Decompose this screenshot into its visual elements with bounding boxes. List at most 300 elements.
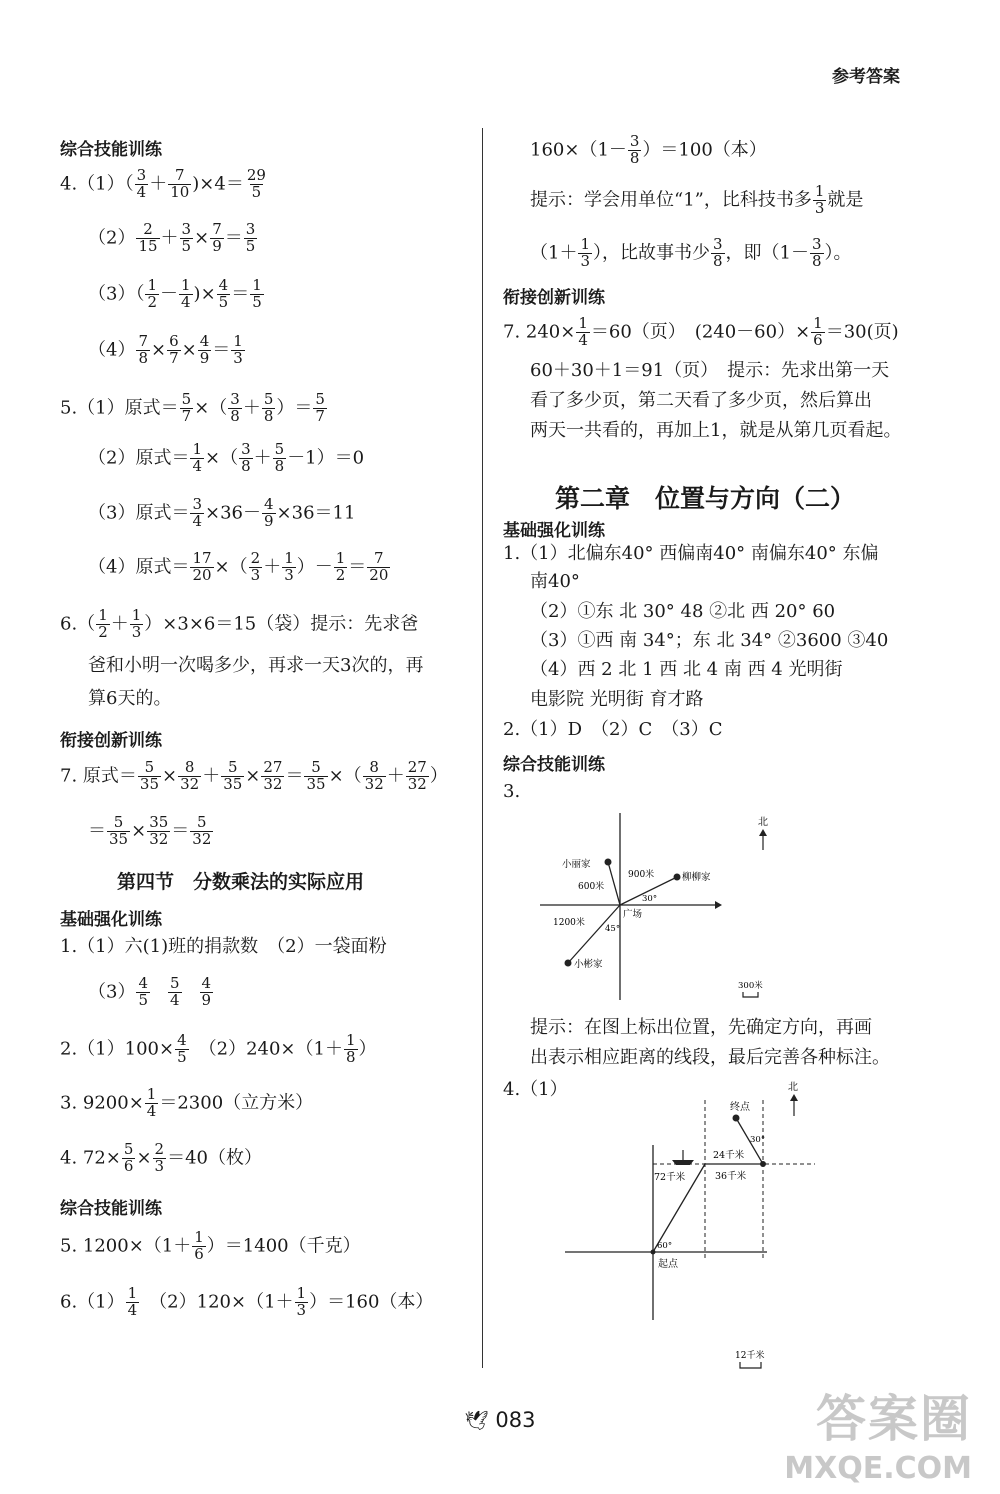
denominator: 8 [138,348,148,367]
section-heading [60,726,162,751]
answer-5-4 [88,551,391,584]
answer-5-2 [88,442,364,475]
section-heading [503,750,605,775]
text-segment: ×（ [328,765,362,787]
fraction [304,760,327,793]
denominator: 5 [245,236,256,255]
numerator: 4 [201,974,212,992]
fraction [367,551,390,584]
fraction [126,1286,140,1319]
numerator: 1 [580,235,590,253]
hint-c3-l1 [530,1019,872,1037]
numerator: 2 [143,220,153,238]
text-segment: 1.（1）六(1)班的捐款数 （2）一袋面粉 [60,936,387,957]
north-label: 北 [758,817,768,828]
text-segment: ＋ [160,227,179,249]
numerator: 8 [184,758,195,776]
numerator: 5 [311,758,321,776]
denominator: 10 [170,182,190,201]
text-segment: ）＝1400（千克） [206,1235,361,1257]
fraction [244,222,258,255]
answer-c1-l3 [530,603,835,621]
numerator: 3 [713,235,723,253]
denominator: 5 [252,292,262,311]
text-segment: 60＋30＋1＝91（页） 提示：先求出第一天 [530,360,890,381]
watermark-brand: 答案圈 [816,1390,972,1448]
numerator: 1 [345,1031,356,1049]
numerator: 8 [369,758,379,776]
numerator: 5 [315,390,325,408]
denominator: 32 [149,829,169,848]
fraction [190,442,204,475]
denominator: 6 [123,1156,134,1175]
text-segment: 两天一共看的，再加上1，就是从第几页看起。 [530,420,902,441]
column-divider [482,128,483,1368]
numerator: 4 [264,495,274,513]
denominator: 3 [580,251,590,270]
text-segment: ） [429,765,448,787]
text-segment: ×（ [214,556,248,578]
fraction [262,392,276,425]
fraction [313,392,327,425]
denominator: 4 [127,1300,138,1319]
label-liuliu: 柳柳家 [682,872,711,883]
numerator: 1 [192,440,202,458]
text-segment: ）－ [296,556,333,578]
text-segment: 基础强化训练 [60,910,162,930]
denominator: 3 [131,622,142,641]
denominator: 35 [109,829,129,848]
north-label: 北 [788,1082,798,1093]
fraction [217,278,231,311]
denominator: 9 [201,990,212,1009]
fraction [198,334,212,367]
text-segment: （2）120×（1＋ [140,1291,294,1313]
numerator: 7 [374,549,384,567]
label-square: 广场 [623,909,643,920]
text-segment: ＝ [285,765,304,787]
fraction [249,551,263,584]
fraction [107,815,130,848]
answer-b1-3 [88,976,214,1009]
text-segment: ） [358,1038,377,1060]
denominator: 4 [146,1101,157,1120]
fraction [190,815,213,848]
answer-b3 [60,1087,313,1120]
denominator: 35 [223,774,243,793]
label-45deg: 45° [605,924,621,934]
text-segment: 电影院 光明街 育才路 [530,689,704,710]
denominator: 5 [138,990,148,1009]
denominator: 4 [578,330,588,349]
answer-b4 [60,1142,262,1175]
text-segment: ），比故事书少 [593,242,710,264]
fraction [200,976,214,1009]
page-header: 参考答案 [832,67,900,87]
text-segment: 基础强化训练 [503,521,605,541]
fraction [190,551,213,584]
point-b [760,1161,766,1167]
numerator: 3 [629,132,640,150]
numerator: 29 [246,166,266,184]
denominator: 9 [199,348,210,367]
denominator: 7 [315,406,325,425]
numerator: 1 [233,332,243,350]
text-segment: （2） [88,227,136,249]
numerator: 4 [218,276,229,294]
denominator: 8 [713,251,723,270]
fraction [136,976,150,1009]
fraction [153,1142,167,1175]
text-segment: × [245,765,261,787]
denominator: 7 [181,406,192,425]
denominator: 20 [192,565,212,584]
fraction [192,1230,206,1263]
answer-4-1 [60,168,269,201]
numerator: 3 [230,390,240,408]
numerator: 2 [154,1140,165,1158]
section-heading [503,516,605,541]
fraction [250,278,264,311]
denominator: 8 [629,148,640,167]
answer-5-3 [88,497,355,530]
text-segment: 3. 9200× [60,1092,144,1114]
fraction [406,760,429,793]
denominator: 20 [369,565,389,584]
text-segment: 综合技能训练 [60,140,162,160]
answer-6-line3 [88,690,171,708]
numerator: 1 [284,549,294,567]
denominator: 2 [98,622,108,641]
denominator: 3 [296,1300,307,1319]
denominator: 35 [139,774,159,793]
text-segment: × [194,227,210,249]
label-end: 终点 [730,1102,750,1113]
section-heading [60,135,162,160]
denominator: 3 [284,565,294,584]
fraction [138,760,161,793]
fraction [145,1087,159,1120]
denominator: 8 [230,406,240,425]
chapter-title [555,479,855,515]
text-segment: 出表示相应距离的线段，最后完善各种标注。 [530,1047,890,1068]
watermark [784,1379,972,1486]
text-segment: 提示：在图上标出位置，先确定方向，再画 [530,1017,872,1038]
fraction [811,316,825,349]
text-segment: ＋ [110,613,129,635]
text-segment: 算6天的。 [88,688,172,709]
text-segment: 衔接创新训练 [60,731,162,751]
answer-6 [60,608,418,641]
numerator: 1 [252,276,262,294]
numerator: 7 [138,332,148,350]
numerator: 4 [177,1031,187,1049]
denominator: 3 [250,565,261,584]
answer-4-2 [88,222,258,255]
numerator: 35 [149,813,169,831]
north-arrow-head [759,829,767,836]
answer-r7 [503,316,899,349]
section-heading [60,1194,162,1219]
text-segment: 2.（1）D （2）C （3）C [503,719,723,740]
fraction [578,237,592,270]
denominator: 8 [263,406,274,425]
numerator: 3 [136,166,147,184]
text-segment: ＋ [263,556,282,578]
text-segment: 5.（1）原式＝ [60,397,179,419]
text-segment: × [131,820,147,842]
text-segment: ＝2300（立方米） [159,1092,314,1114]
denominator: 7 [169,348,179,367]
numerator: 5 [227,758,238,776]
denominator: 3 [233,348,243,367]
fraction [228,392,242,425]
denominator: 9 [264,511,274,530]
text-segment: 2.（1）100× [60,1038,175,1060]
text-segment: × [162,765,178,787]
text-segment: 5. 1200×（1＋ [60,1235,192,1257]
text-segment: 就是 [827,189,864,211]
answer-c1-l6 [530,691,703,709]
numerator: 5 [274,440,285,458]
denominator: 5 [177,1047,187,1066]
label-24km: 24千米 [713,1150,745,1161]
text-segment: )× [193,283,216,305]
answer-r1 [530,134,767,167]
fraction [334,551,348,584]
text-segment: )×4＝ [192,173,244,195]
text-segment: ＋ [242,397,261,419]
answer-6-line2 [88,657,423,675]
denominator: 8 [274,456,285,475]
text-segment: ＝ [348,556,367,578]
text-segment: 提示：学会用单位“1”，比科技书多 [530,189,812,211]
map-diagram-1 [530,805,790,1005]
numerator: 1 [335,549,346,567]
denominator: 8 [345,1047,356,1066]
numerator: 3 [812,235,822,253]
text-segment: ＝ [88,820,106,842]
point-xiaoli [605,859,612,866]
fraction [628,134,642,167]
fraction [122,1142,136,1175]
fraction [273,442,287,475]
text-segment: 4. 72× [60,1147,121,1169]
label-30deg: 30° [750,1135,766,1145]
answer-c1-l2 [530,573,580,591]
denominator: 5 [181,236,192,255]
numerator: 7 [174,166,185,184]
label-600m: 600米 [578,882,605,892]
section-title [117,867,364,894]
fraction [96,608,110,641]
numerator: 5 [197,813,207,831]
numerator: 3 [192,495,202,513]
answer-b6 [60,1286,433,1319]
fraction [245,168,268,201]
denominator: 9 [212,236,222,255]
numerator: 1 [814,182,825,200]
numerator: 27 [407,758,427,776]
denominator: 6 [813,330,823,349]
numerator: 5 [263,390,274,408]
fraction [167,334,181,367]
scale-bar [743,992,758,997]
label-start: 起点 [658,1259,678,1270]
numerator: 1 [296,1284,307,1302]
fraction [210,222,224,255]
numerator: 5 [144,758,155,776]
text-segment: 7. 240× [503,321,576,343]
fraction [136,222,159,255]
text-segment: （4） [88,339,136,361]
fraction [344,1033,358,1066]
denominator: 3 [154,1156,165,1175]
label-xiaoli: 小丽家 [562,859,591,870]
north-arrow-head [790,1094,798,1101]
denominator: 35 [306,774,326,793]
answer-4-4 [88,334,246,367]
answer-c1-l4 [530,632,888,650]
text-segment: ＝30(页) [825,321,899,343]
answer-b5 [60,1230,361,1263]
fraction [180,222,194,255]
text-segment: 6.（1） [60,1291,125,1313]
numerator: 17 [192,549,212,567]
denominator: 8 [241,456,251,475]
text-segment: （2）原式＝ [88,447,190,469]
numerator: 1 [578,314,588,332]
fraction [810,237,824,270]
scale-label: 12千米 [735,1351,765,1361]
numerator: 27 [263,758,283,776]
text-segment: ×（ [205,447,239,469]
scale-label: 300米 [738,981,763,991]
denominator: 4 [181,292,191,311]
label-36km: 36千米 [715,1171,747,1182]
fraction [711,237,725,270]
denominator: 3 [814,198,825,217]
fraction [261,760,284,793]
section-heading [503,283,605,308]
fraction [221,760,244,793]
label-1200m: 1200米 [553,918,585,928]
numerator: 2 [250,549,261,567]
denominator: 2 [335,565,346,584]
map-diagram-2 [560,1080,820,1375]
text-segment: ＝ [212,339,231,361]
fraction [282,551,296,584]
text-segment: ×36＝11 [276,502,356,524]
watermark-url: MXQE.COM [784,1451,972,1486]
fraction [262,497,276,530]
numerator: 5 [170,974,180,992]
text-segment: ）＝100（本） [642,139,767,161]
denominator: 32 [192,829,212,848]
text-segment: × [181,339,197,361]
denominator: 32 [263,774,283,793]
denominator: 5 [218,292,229,311]
fraction [135,168,149,201]
text-segment: 爸和小明一次喝多少，再求一天3次的，再 [88,655,424,676]
fraction [130,608,144,641]
text-segment: －1）＝0 [287,447,365,469]
numerator: 1 [131,606,142,624]
numerator: 4 [199,332,210,350]
text-segment: ）＝160（本） [309,1291,434,1313]
fraction [295,1286,309,1319]
text-segment: 第二章 位置与方向（二） [555,484,856,513]
answer-7-line2 [88,815,214,848]
text-segment: ＝60（页） (240－60）× [590,321,811,343]
text-segment: 7. 原式＝ [60,765,137,787]
denominator: 6 [194,1244,204,1263]
answer-r7-line3 [530,392,872,410]
text-segment: ＝40（枚） [167,1147,262,1169]
denominator: 32 [407,774,427,793]
fraction [180,392,194,425]
text-segment: ，即（1－ [725,242,809,264]
text-segment: 第四节 分数乘法的实际应用 [117,871,365,893]
numerator: 6 [169,332,179,350]
numerator: 7 [212,220,222,238]
axis-arrow-east [715,901,722,909]
text-segment: （1＋ [530,242,578,264]
text-segment: （2）①东 北 30° 48 ②北 西 20° 60 [530,601,836,622]
numerator: 1 [146,1085,157,1103]
text-segment: ×36－ [205,502,261,524]
fraction [136,334,150,367]
numerator: 1 [127,1284,138,1302]
bird-logo-icon: 🕊 [464,1410,489,1432]
text-segment: ×（ [194,397,228,419]
denominator: 8 [812,251,822,270]
fraction [813,184,827,217]
point-xiaobin [565,960,572,967]
fraction [145,278,159,311]
fraction [178,760,201,793]
text-segment: 综合技能训练 [60,1199,162,1219]
answer-4-3 [88,278,265,311]
numerator: 3 [181,220,192,238]
label-72km: 72千米 [654,1172,686,1183]
answer-c2 [503,721,723,739]
text-segment: （3）①西 南 34°；东 北 34° ②3600 ③40 [530,630,889,651]
text-segment: （3）（ [88,283,145,305]
text-segment: ＋ [253,447,272,469]
label-30deg: 30° [642,894,658,904]
text-segment: 看了多少页，第二天看了多少页，然后算出 [530,390,872,411]
text-segment: 3. [503,781,521,802]
numerator: 5 [113,813,124,831]
text-segment: × [151,339,167,361]
text-segment: 4.（1）（ [60,173,134,195]
text-segment: （3） [88,981,136,1003]
denominator: 2 [147,292,157,311]
denominator: 4 [170,990,180,1009]
fraction [175,1033,189,1066]
text-segment: 160×（1－ [530,139,627,161]
label-900m: 900米 [628,870,655,880]
numerator: 5 [181,390,192,408]
text-segment: ）。 [824,242,852,264]
answer-r7-line2 [530,362,889,380]
fraction [363,760,386,793]
hint-c3-l2 [530,1049,890,1067]
text-segment: ＝ [231,283,250,305]
numerator: 1 [181,276,191,294]
text-segment: （3）原式＝ [88,502,190,524]
